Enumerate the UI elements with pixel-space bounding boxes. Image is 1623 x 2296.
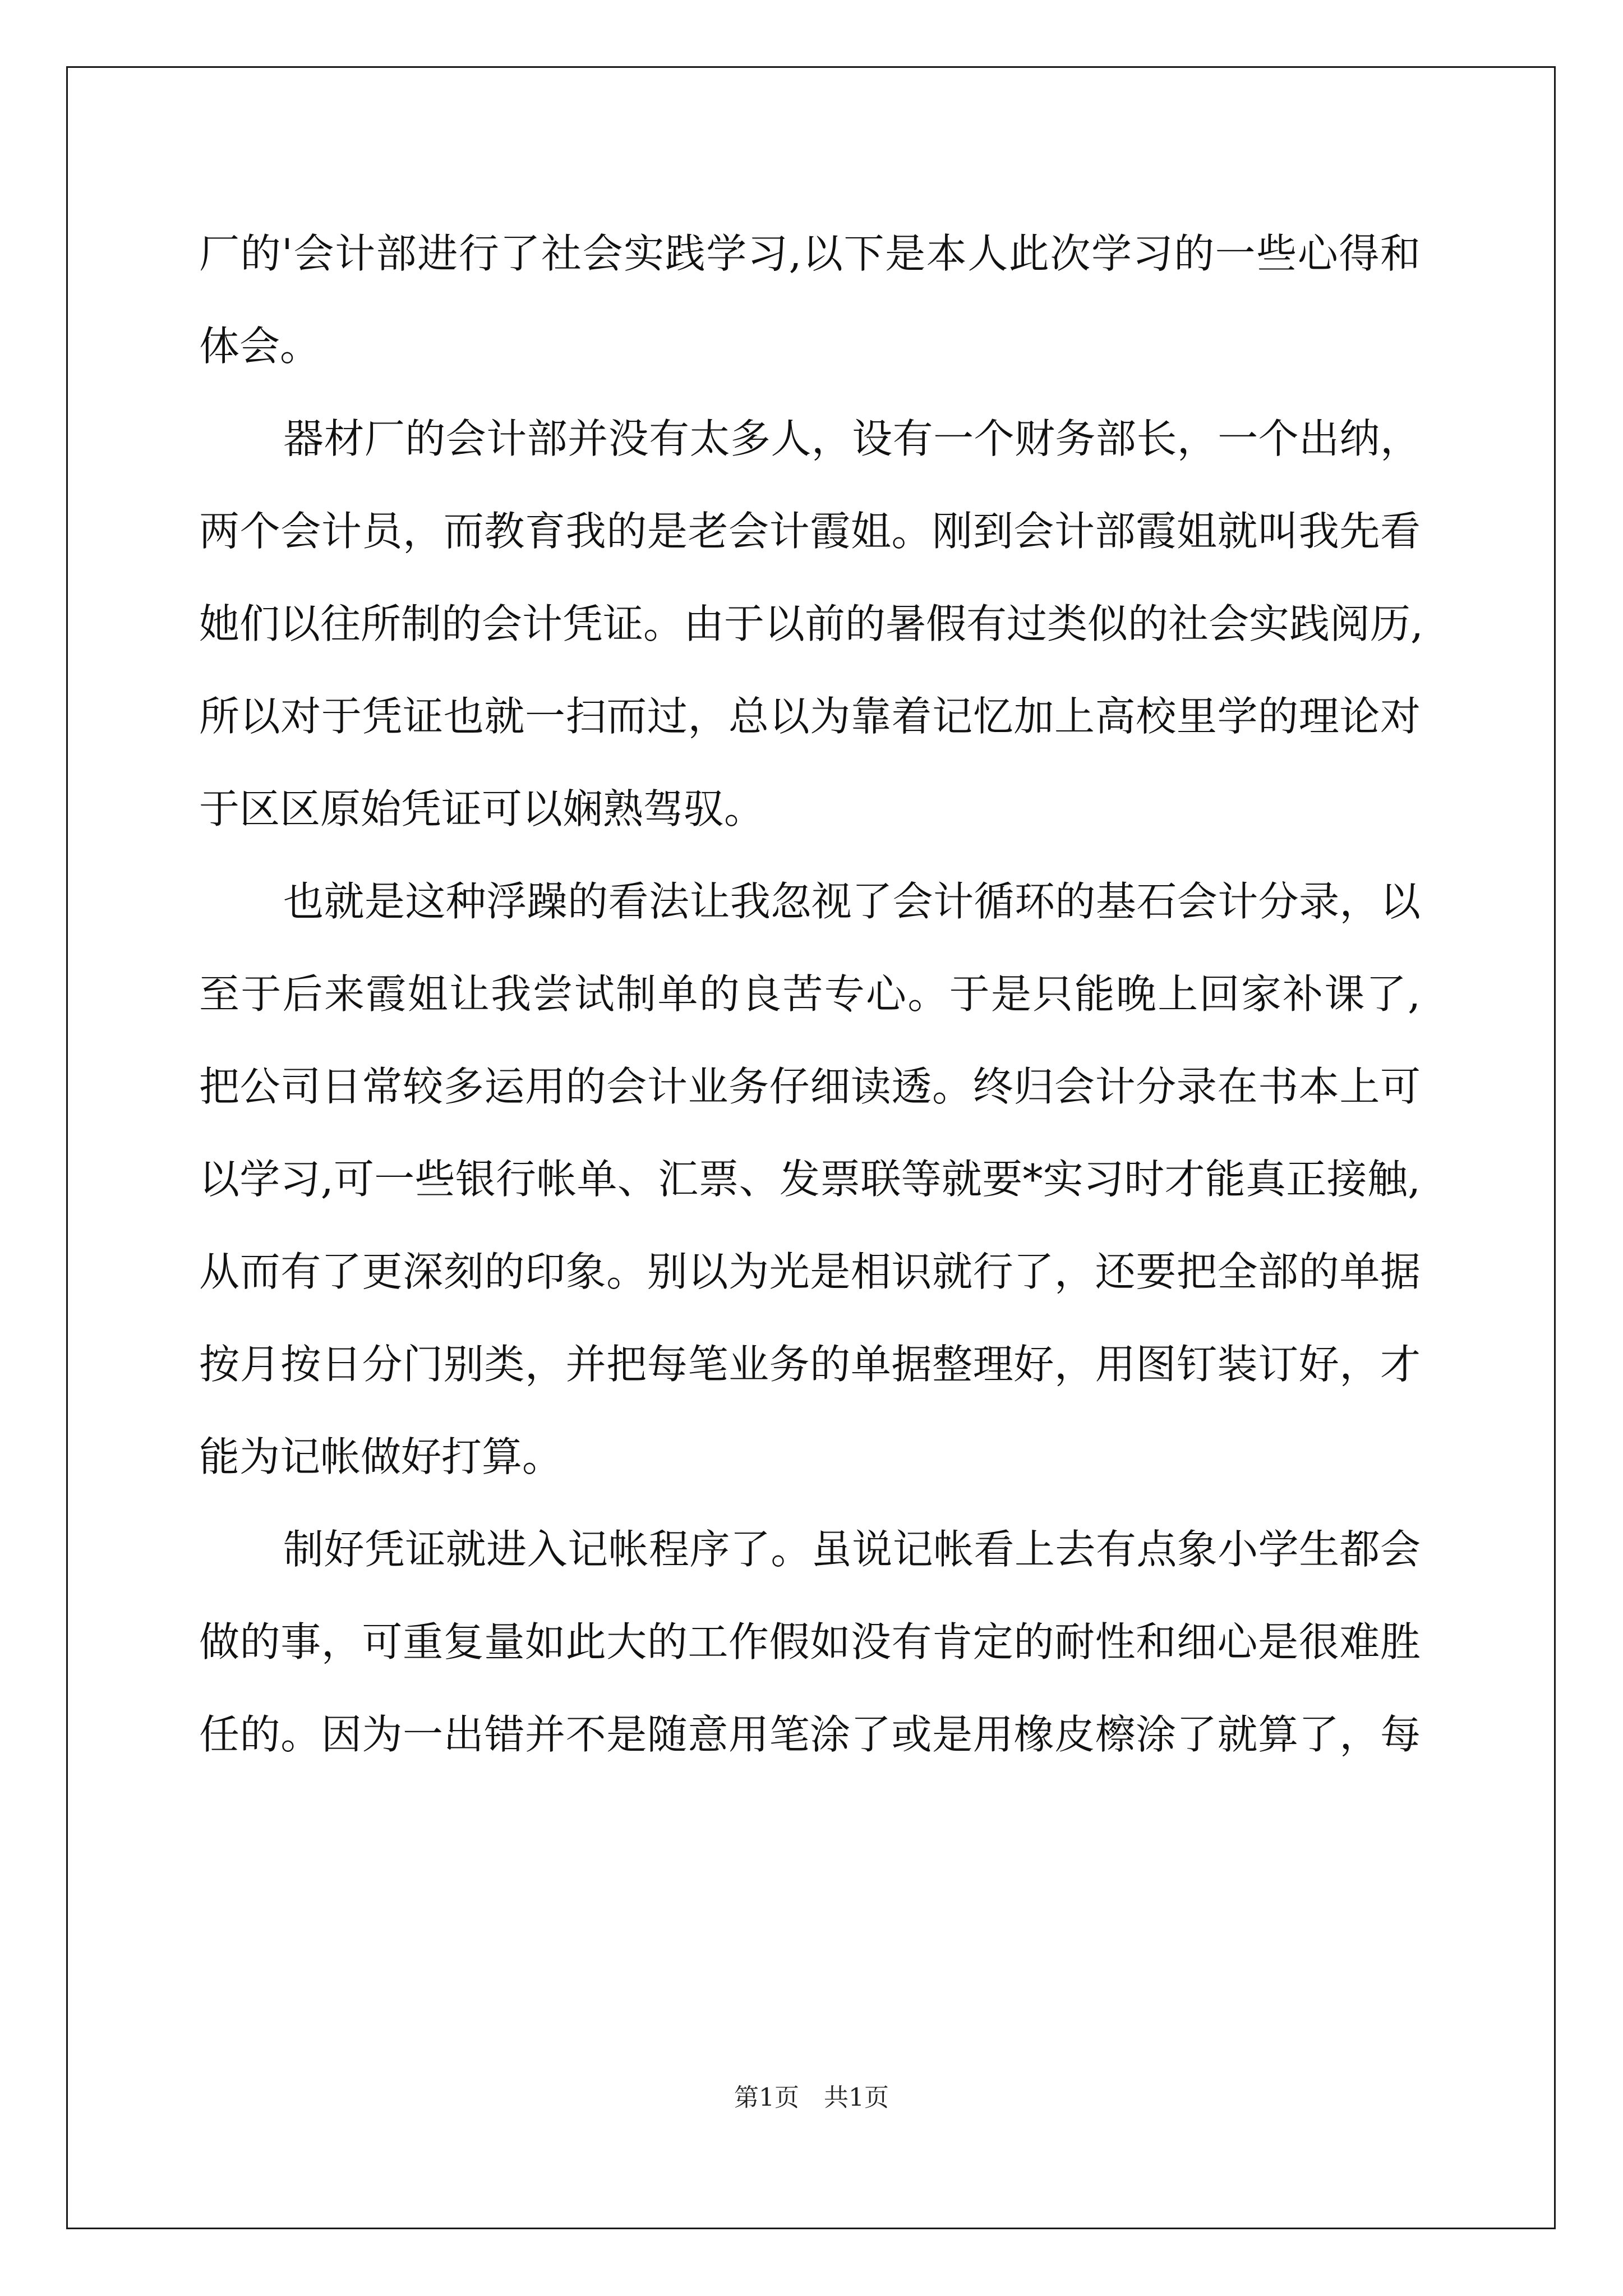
paragraph-line: 器材厂的会计部并没有太多人，设有一个财务部长，一个出纳，	[283, 415, 1421, 462]
page-number-current: 第1页	[734, 2083, 799, 2112]
page-number-total: 共1页	[824, 2083, 889, 2112]
paragraph-line: 按月按日分门别类，并把每笔业务的单据整理好，用图钉装订好，才	[199, 1341, 1421, 1388]
paragraph-line: 任的。因为一出错并不是随意用笔涂了或是用橡皮檫涂了就算了，每	[199, 1711, 1421, 1758]
paragraph-line: 所以对于凭证也就一扫而过，总以为靠着记忆加上高校里学的理论对	[199, 693, 1421, 740]
paragraph-line: 厂的'会计部进行了社会实践学习,以下是本人此次学习的一些心得和	[199, 230, 1421, 277]
paragraph-line: 至于后来霞姐让我尝试制单的良苦专心。于是只能晚上回家补课了,	[199, 970, 1421, 1018]
paragraph-line: 她们以往所制的会计凭证。由于以前的暑假有过类似的社会实践阅历,	[199, 600, 1423, 647]
paragraph-line: 把公司日常较多运用的会计业务仔细读透。终归会计分录在书本上可	[199, 1063, 1421, 1110]
page-border	[66, 66, 1556, 2229]
paragraph-line: 制好凭证就进入记帐程序了。虽说记帐看上去有点象小学生都会	[283, 1526, 1421, 1573]
paragraph-line: 也就是这种浮躁的看法让我忽视了会计循环的基石会计分录，以	[283, 878, 1421, 925]
paragraph-line: 两个会计员，而教育我的是老会计霞姐。刚到会计部霞姐就叫我先看	[199, 508, 1421, 555]
page-footer	[0, 2081, 1623, 2115]
paragraph-line: 体会。	[199, 323, 321, 370]
paragraph-line: 做的事，可重复量如此大的工作假如没有肯定的耐性和细心是很难胜	[199, 1618, 1421, 1665]
paragraph-line: 于区区原始凭证可以娴熟驾驭。	[199, 785, 765, 832]
paragraph-line: 从而有了更深刻的印象。别以为光是相识就行了，还要把全部的单据	[199, 1248, 1421, 1295]
paragraph-line: 能为记帐做好打算。	[199, 1433, 563, 1480]
paragraph-line: 以学习,可一些银行帐单、汇票、发票联等就要*实习时才能真正接触,	[199, 1156, 1421, 1203]
